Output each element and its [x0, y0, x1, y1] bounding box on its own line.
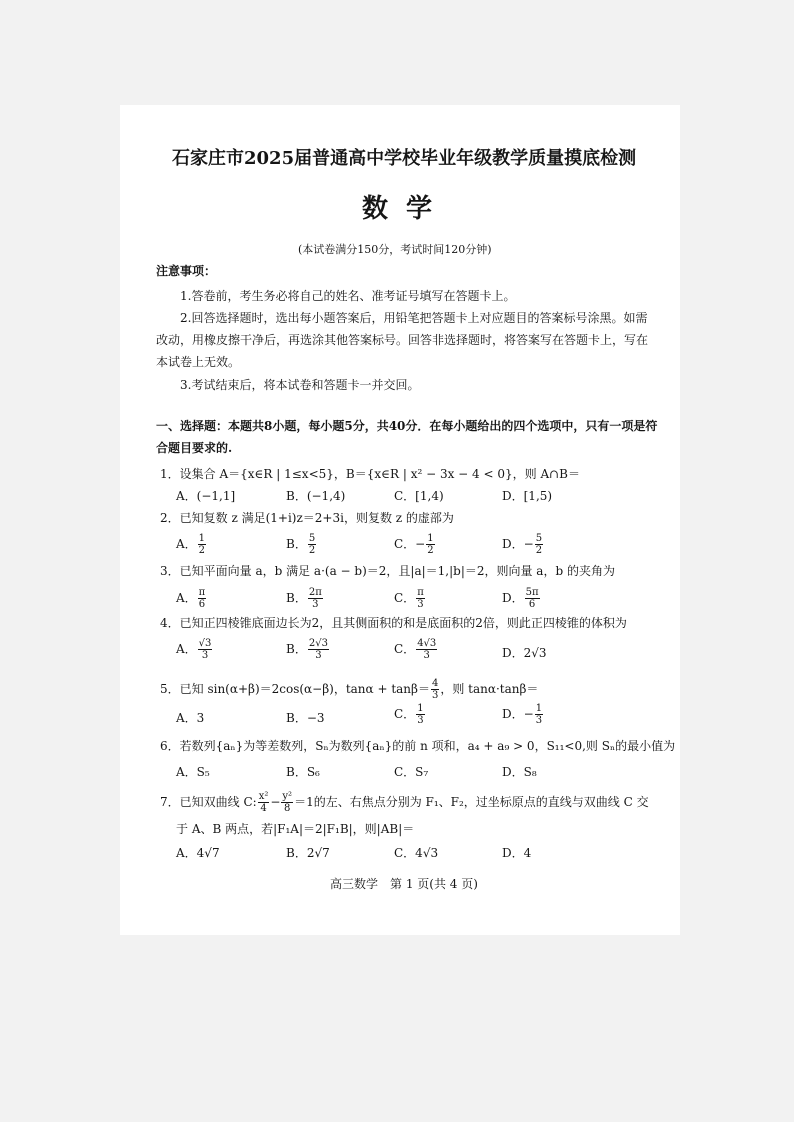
question-1-stem: 1．设集合 A＝{x∈R | 1≤x<5}，B＝{x∈R | x² − 3x − 4 < 0}，则 A∩B＝: [160, 467, 580, 481]
question-5-stem: 5．已知 sin(α+β)＝2cos(α−β)，tanα + tanβ＝ $\frac{4}{3}$ ，则 tanα·tanβ＝: [160, 678, 539, 701]
q4-option-a: A． $\frac{√3}{3}$: [176, 638, 212, 661]
exam-title: 石家庄市2025届普通高中学校毕业年级教学质量摸底检测: [172, 148, 637, 169]
notice-item-1: 1.答卷前，考生务必将自己的姓名、准考证号填写在答题卡上。: [180, 289, 516, 303]
q5-option-a: A．3: [176, 711, 205, 725]
q6-option-d: D．S₈: [502, 765, 537, 779]
section-heading-line1: 一、选择题：本题共8小题，每小题5分，共40分．在每小题给出的四个选项中，只有一项是符: [156, 419, 658, 433]
q6-option-b: B．S₆: [286, 765, 320, 779]
question-6-stem: 6．若数列{aₙ}为等差数列，Sₙ为数列{aₙ}的前 n 项和，a₄ + a₉ > 0，S₁₁<0,则 Sₙ的最小值为: [160, 739, 676, 753]
q2-option-b: B． $\frac{5}{2}$: [286, 533, 316, 556]
q2-option-c: C．− $\frac{1}{2}$: [394, 533, 434, 556]
q4-option-d: D．2√3: [502, 646, 547, 660]
notice-item-2-line1: 2.回答选择题时，选出每小题答案后，用铅笔把答题卡上对应题目的答案标号涂黑。如需: [180, 311, 648, 325]
question-3-stem: 3．已知平面向量 a，b 满足 a·(a − b)＝2，且|a|＝1,|b|＝2，则向量 a，b 的夹角为: [160, 564, 615, 578]
page-footer: 高三数学 第 1 页(共 4 页): [330, 877, 478, 891]
q2-option-a: A． $\frac{1}{2}$: [176, 533, 206, 556]
q7-option-c: C．4√3: [394, 846, 439, 860]
q1-option-d: D．[1,5): [502, 489, 553, 503]
q7-option-b: B．2√7: [286, 846, 330, 860]
notice-heading: 注意事项：: [156, 264, 217, 278]
q4-option-c: C． $\frac{4√3}{3}$: [394, 638, 437, 661]
q1-option-c: C．[1,4): [394, 489, 444, 503]
q1-option-a: A．(−1,1]: [176, 489, 236, 503]
q3-option-d: D． $\frac{5\pi}{6}$: [502, 587, 539, 610]
score-note: (本试卷满分150分，考试时间120分钟): [298, 243, 492, 256]
notice-item-2-line2: 改动，用橡皮擦干净后，再选涂其他答案标号。回答非选择题时，将答案写在答题卡上，写在: [156, 333, 649, 347]
q1-option-b: B．(−1,4): [286, 489, 346, 503]
q7-option-d: D．4: [502, 846, 532, 860]
q5-option-c: C． $\frac{1}{3}$: [394, 703, 424, 726]
question-2-stem: 2．已知复数 z 满足(1+i)z＝2+3i，则复数 z 的虚部为: [160, 511, 454, 525]
q3-option-a: A． $\frac{\pi}{6}$: [176, 587, 206, 610]
q5-option-d: D．− $\frac{1}{3}$: [502, 703, 543, 726]
q6-option-c: C．S₇: [394, 765, 429, 779]
q5-option-b: B．−3: [286, 711, 325, 725]
q7-option-a: A．4√7: [176, 846, 220, 860]
question-4-stem: 4．已知正四棱锥底面边长为2，且其侧面积的和是底面积的2倍，则此正四棱锥的体积为: [160, 616, 627, 630]
q2-option-d: D．− $\frac{5}{2}$: [502, 533, 543, 556]
q3-option-b: B． $\frac{2\pi}{3}$: [286, 587, 322, 610]
question-7-stem: 7．已知双曲线 C: $\frac{\text{x²}}{4}$ − $\frac{\text{y²}}{8}$ ＝1的左、右焦点分别为 F₁、F₂，过坐标原点的直线与双曲线 C 交: [160, 791, 649, 814]
subject-title: 数学: [362, 194, 451, 224]
notice-item-2-line3: 本试卷上无效。: [156, 355, 241, 369]
section-heading-line2: 合题目要求的.: [156, 441, 233, 455]
question-7-stem-line2: 于 A、B 两点，若|F₁A|＝2|F₁B|，则|AB|＝: [176, 822, 415, 836]
q3-option-c: C． $\frac{\pi}{3}$: [394, 587, 424, 610]
notice-item-3: 3.考试结束后，将本试卷和答题卡一并交回。: [180, 378, 420, 392]
q4-option-b: B． $\frac{2√3}{3}$: [286, 638, 328, 661]
q6-option-a: A．S₅: [176, 765, 210, 779]
